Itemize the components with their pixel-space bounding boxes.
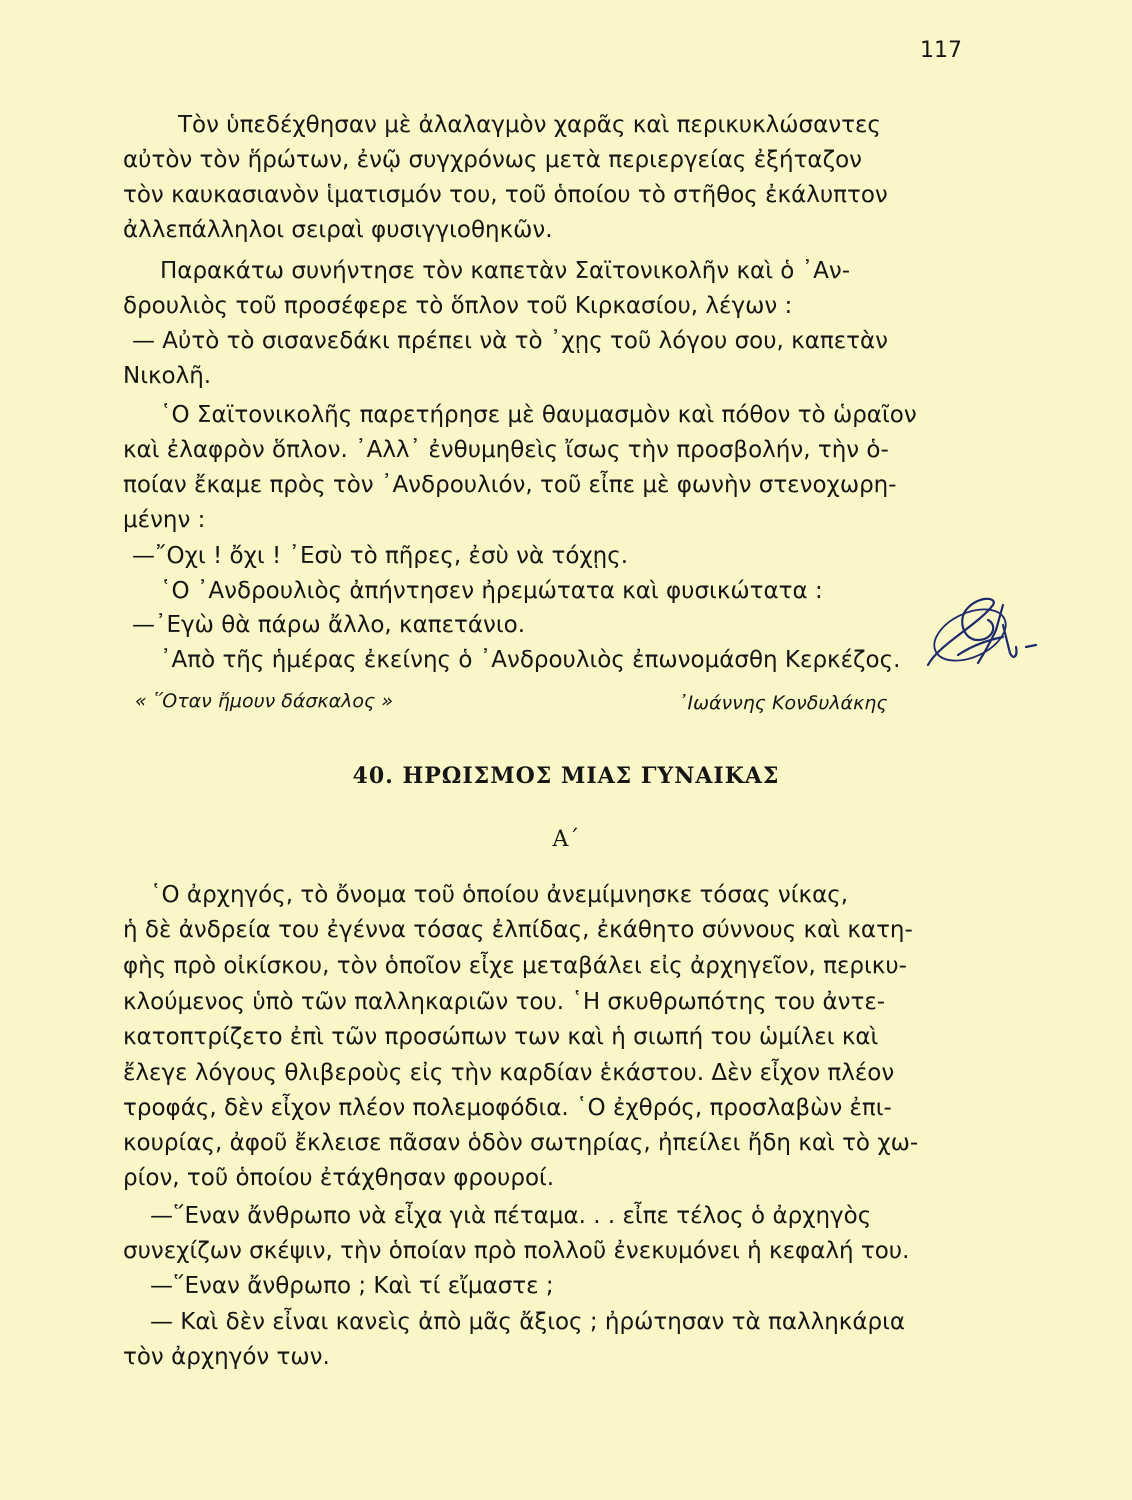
author-name: ᾿Ιωάννης Κονδυλάκης bbox=[678, 692, 888, 714]
section-marker: Α΄ bbox=[552, 827, 580, 852]
text-line: Παρακάτω συνήντησε τὸν καπετὰν Σαϊτονικολῆν καὶ ὁ ᾿Αν- bbox=[160, 258, 851, 284]
text-line: ρίον, τοῦ ὁποίου ἐτάχθησαν φρουροί. bbox=[123, 1165, 555, 1191]
text-line: —῞Εναν ἄνθρωπο ; Καὶ τί εἴμαστε ; bbox=[150, 1273, 554, 1299]
text-line: ῾Ο ἀρχηγός, τὸ ὄνομα τοῦ ὁποίου ἀνεμίμνησκε τόσας νίκας, bbox=[150, 882, 849, 908]
text-line: ἡ δὲ ἀνδρεία του ἐγέννα τόσας ἐλπίδας, ἐκάθητο σύννους καὶ κατη- bbox=[123, 917, 913, 943]
text-line: δρουλιὸς τοῦ προσέφερε τὸ ὅπλον τοῦ Κιρκασίου, λέγων : bbox=[123, 293, 793, 319]
text-line: ἀλλεπάλληλοι σειραὶ φυσιγγιοθηκῶν. bbox=[123, 217, 553, 243]
text-line: αὐτὸν τὸν ἥρώτων, ἐνῷ συγχρόνως μετὰ περιεργείας ἐξήταζον bbox=[123, 147, 863, 173]
text-line: ῾Ο Σαϊτονικολῆς παρετήρησε μὲ θαυμασμὸν καὶ πόθον τὸ ὡραῖον bbox=[160, 402, 917, 428]
source-title: « ῞Οταν ἤμουν δάσκαλος » bbox=[135, 690, 393, 712]
text-line: Τὸν ὑπεδέχθησαν μὲ ἀλαλαγμὸν χαρᾶς καὶ περικυκλώσαντες bbox=[178, 112, 881, 138]
text-line: κουρίας, ἀφοῦ ἔκλεισε πᾶσαν ὁδὸν σωτηρίας, ἠπείλει ἤδη καὶ τὸ χω- bbox=[123, 1130, 919, 1156]
text-line: τροφάς, δὲν εἶχον πλέον πολεμοφόδια. ῾Ο ἐχθρός, προσλαβὼν ἐπι- bbox=[123, 1095, 892, 1121]
page-number: 117 bbox=[920, 38, 962, 63]
text-line: Νικολῆ. bbox=[123, 363, 212, 389]
chapter-heading: 40. ΗΡΩΙΣΜΟΣ ΜΙΑΣ ΓΥΝΑΙΚΑΣ bbox=[352, 763, 780, 789]
text-line: —῎Οχι ! ὄχι ! ᾿Εσὺ τὸ πῆρες, ἐσὺ νὰ τόχῃς. bbox=[132, 543, 629, 569]
text-line: συνεχίζων σκέψιν, τὴν ὁποίαν πρὸ πολλοῦ ἐνεκυμόνει ἡ κεφαλή του. bbox=[123, 1238, 910, 1264]
text-line: ῾Ο ᾿Ανδρουλιὸς ἀπήντησεν ἠρεμώτατα καὶ φυσικώτατα : bbox=[160, 578, 823, 604]
text-line: — Αὐτὸ τὸ σισανεδάκι πρέπει νὰ τὸ ᾿χῃς τοῦ λόγου σου, καπετὰν bbox=[132, 328, 889, 354]
text-line: καὶ ἐλαφρὸν ὅπλον. ᾿Αλλ᾿ ἐνθυμηθεὶς ἴσως τὴν προσβολήν, τὴν ὁ- bbox=[123, 437, 889, 463]
signature-scribble-icon bbox=[918, 585, 1048, 685]
text-line: — Καὶ δὲν εἶναι κανεὶς ἀπὸ μᾶς ἄξιος ; ἠρώτησαν τὰ παλληκάρια bbox=[150, 1309, 906, 1335]
text-line: —῞Εναν ἄνθρωπο νὰ εἶχα γιὰ πέταμα. . . εἶπε τέλος ὁ ἀρχηγὸς bbox=[150, 1203, 872, 1229]
text-line: τὸν καυκασιανὸν ἱματισμόν του, τοῦ ὁποίου τὸ στῆθος ἐκάλυπτον bbox=[123, 182, 888, 208]
text-line: κλούμενος ὑπὸ τῶν παλληκαριῶν του. ῾Η σκυθρωπότης του ἀντε- bbox=[123, 989, 886, 1015]
text-line: τὸν ἀρχηγόν των. bbox=[123, 1344, 330, 1370]
text-line: —᾿Εγὼ θὰ πάρω ἄλλο, καπετάνιο. bbox=[132, 612, 526, 638]
text-line: μένην : bbox=[123, 507, 206, 533]
text-line: ἔλεγε λόγους θλιβεροὺς εἰς τὴν καρδίαν ἑκάστου. Δὲν εἶχον πλέον bbox=[123, 1060, 895, 1086]
text-line: φὴς πρὸ οἰκίσκου, τὸν ὁποῖον εἶχε μεταβάλει εἰς ἀρχηγεῖον, περικυ- bbox=[123, 953, 907, 979]
text-line: ποίαν ἔκαμε πρὸς τὸν ᾿Ανδρουλιόν, τοῦ εἶπε μὲ φωνὴν στενοχωρη- bbox=[123, 472, 897, 498]
text-line: ᾿Απὸ τῆς ἡμέρας ἐκείνης ὁ ᾿Ανδρουλιὸς ἐπωνομάσθη Κερκέζος. bbox=[160, 647, 901, 673]
text-line: κατοπτρίζετο ἐπὶ τῶν προσώπων των καὶ ἡ σιωπή του ὡμίλει καὶ bbox=[123, 1024, 879, 1050]
